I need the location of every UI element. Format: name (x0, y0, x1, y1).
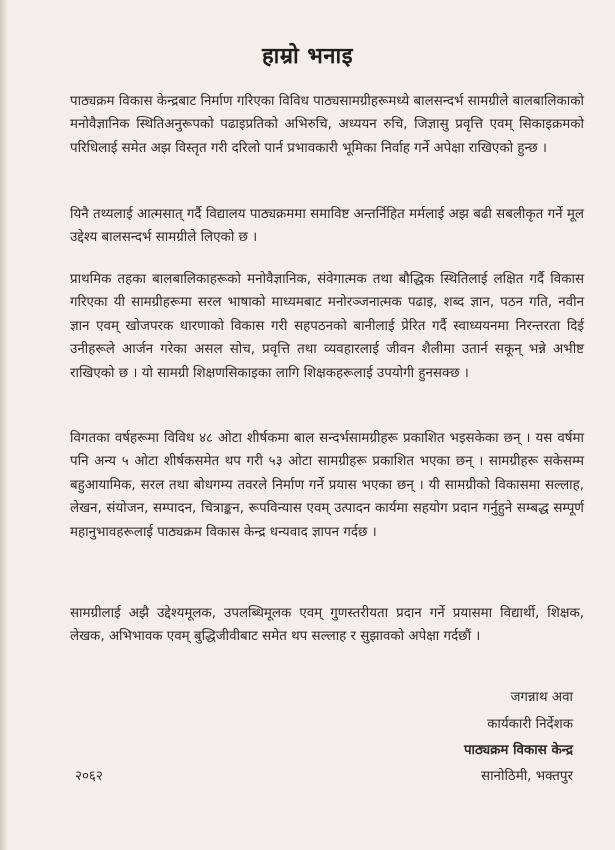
paragraph-1: पाठ्यक्रम विकास केन्द्रबाट निर्माण गरिएका विविध पाठ्यसामग्रीहरूमध्ये बालसन्दर्भ सामग्रीले बालबालिकाको मनोवैज्ञानिक स्थितिअनुरूपको पढाइप्रतिको अभिरुचि, अध्ययन रुचि, जिज्ञासु प्रवृत्ति एवम् सिकाइक्रमको परिधिलाई समेत अझ विस्तृत गरी दरिलो पार्न प्रभावकारी भूमिका निर्वाह गर्ने अपेक्षा राखिएको हुन्छ । (70, 94, 584, 156)
publication-year: २०६२ (75, 769, 103, 784)
signatory-name: जगन्नाथ अवा (510, 690, 573, 705)
signatory-organization: पाठ्यक्रम विकास केन्द्र (463, 743, 573, 758)
signatory-address: सानोठिमी, भक्तपुर (481, 769, 573, 784)
paragraph-4: विगतका वर्षहरूमा विविध ४८ ओटा शीर्षकमा बाल सन्दर्भसामग्रीहरू प्रकाशित भइसकेका छन् । यस वर्षमा पनि अन्य ५ ओटा शीर्षकसमेत थप गरी ५३ ओटा सामग्रीहरू प्रकाशित भएका छन् । सामग्रीहरू सकेसम्म बहुआयामिक, सरल तथा बोधगम्य तवरले निर्माण गर्ने प्रयास भएका छन् । यी सामग्रीको विकासमा सल्लाह, लेखन, संयोजन, सम्पादन, चित्राङ्कन, रूपविन्यास एवम् उत्पादन कार्यमा सहयोग प्रदान गर्नुहुने सम्बद्ध सम्पूर्ण महानुभावहरूलाई पाठ्यक्रम विकास केन्द्र धन्यवाद ज्ञापन गर्दछ । (70, 431, 584, 540)
paragraph-3: प्राथमिक तहका बालबालिकाहरूको मनोवैज्ञानिक, संवेगात्मक तथा बौद्धिक स्थितिलाई लक्षित गर्दै विकास गरिएका यी सामग्रीहरूमा सरल भाषाको माध्यमबाट मनोरञ्जनात्मक पढाइ, शब्द ज्ञान, पठन गति, नवीन ज्ञान एवम् खोजपरक धारणाको विकास गरी सहपठनको बानीलाई प्रेरित गर्दै स्वाध्ययनमा निरन्तरता दिई उनीहरूले आर्जन गरेका असल सोच, प्रवृत्ति तथा व्यवहारलाई जीवन शैलीमा उतार्न सकून् भन्ने अभीष्ट राखिएको छ । यो सामग्री शिक्षणसिकाइका लागि शिक्षकहरूलाई उपयोगी हुनसक्छ । (70, 272, 584, 381)
signatory-designation: कार्यकारी निर्देशक (487, 717, 573, 732)
paragraph-2: यिनै तथ्यलाई आत्मसात् गर्दै विद्यालय पाठ्यक्रममा समाविष्ट अन्तर्निहित मर्मलाई अझ बढी सबलीकृत गर्ने मूल उद्देश्य बालसन्दर्भ सामग्रीले लिएको छ । (70, 207, 584, 246)
paragraph-5: सामग्रीलाई अझै उद्देश्यमूलक, उपलब्धिमूलक एवम् गुणस्तरीयता प्रदान गर्ने प्रयासमा विद्यार्थी, शिक्षक, लेखक, अभिभावक एवम् बुद्धिजीवीबाट समेत थप सल्लाह र सुझावको अपेक्षा गर्दछौं । (70, 606, 584, 645)
page-title: हाम्रो भनाइ (261, 44, 354, 69)
page-spine (0, 0, 8, 850)
